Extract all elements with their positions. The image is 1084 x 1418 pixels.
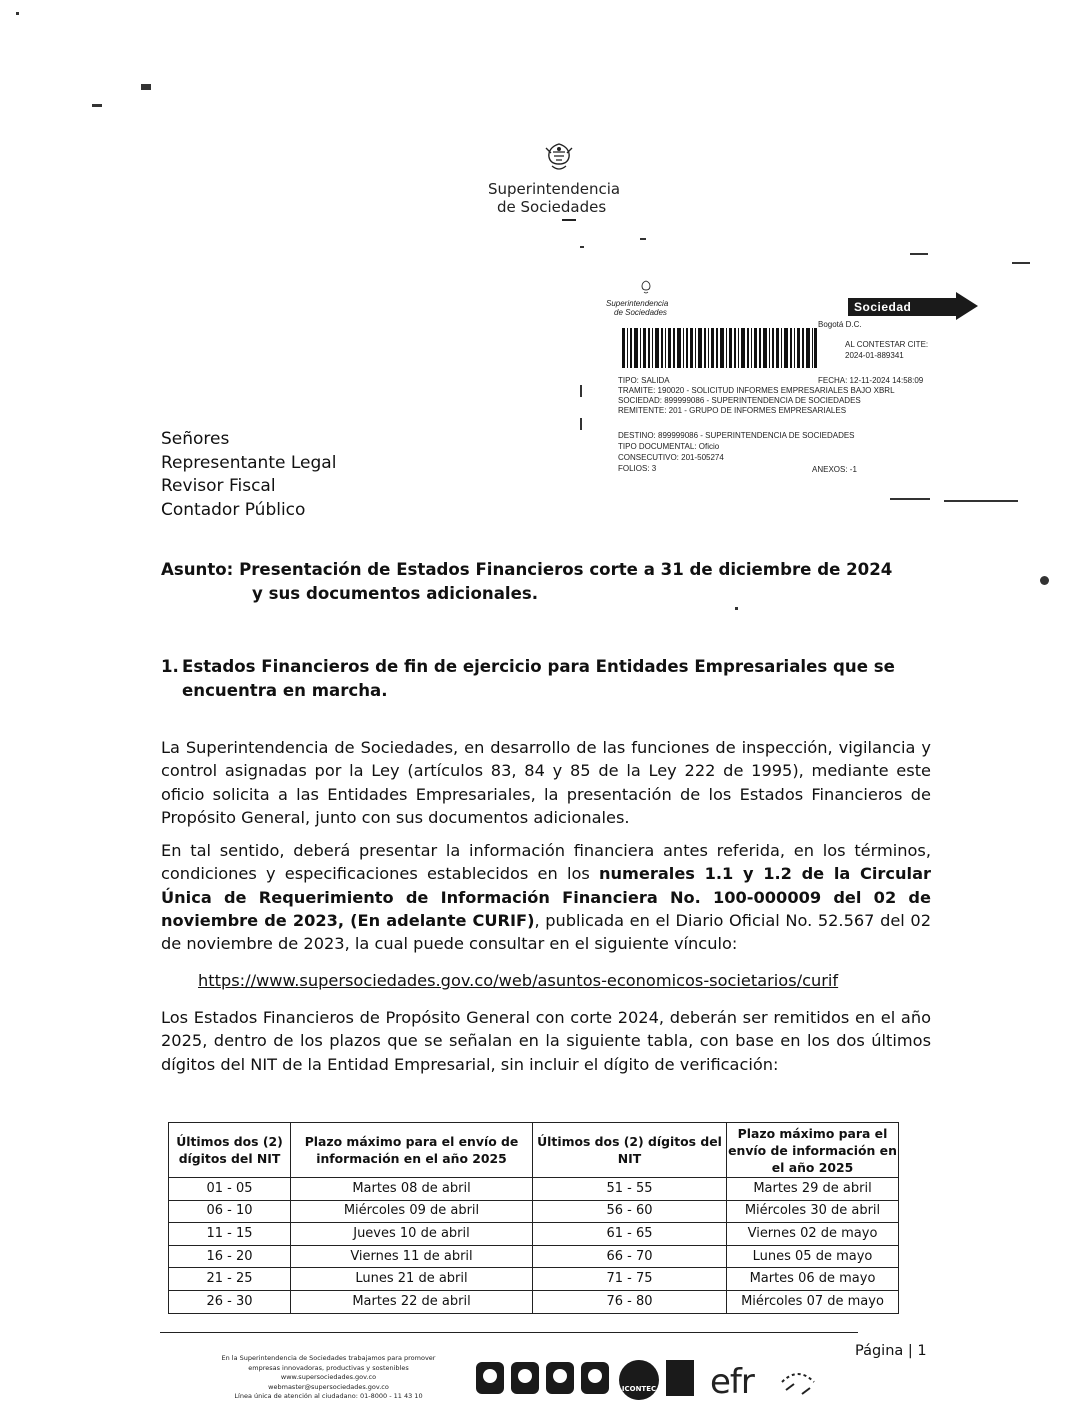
scan-speck [640, 238, 646, 240]
scan-speck [580, 385, 582, 397]
table-cell: Miércoles 30 de abril [727, 1200, 899, 1223]
table-cell: Miércoles 09 de abril [291, 1200, 533, 1223]
table-header-cell: Últimos dos (2) dígitos del NIT [169, 1123, 291, 1178]
stamp-tramite: TRAMITE: 190020 - SOLICITUD INFORMES EMPRESARIALES BAJO XBRL [618, 386, 895, 395]
footer-line: www.supersociedades.gov.co [280, 1373, 377, 1381]
table-cell: 56 - 60 [533, 1200, 727, 1223]
filing-stamp [600, 284, 985, 494]
stamp-fecha: FECHA: 12-11-2024 14:58:09 [818, 376, 924, 385]
table-cell: 01 - 05 [169, 1178, 291, 1201]
section-title-line2: encuentra en marcha. [182, 681, 388, 700]
deadline-table [168, 1122, 899, 1314]
recipient-line: Revisor Fiscal [161, 476, 276, 496]
table-cell: Miércoles 07 de mayo [727, 1290, 899, 1313]
scan-speck [944, 500, 1018, 502]
scan-speck [580, 418, 582, 430]
cite-label: AL CONTESTAR CITE: [845, 340, 929, 349]
table-cell: Martes 29 de abril [727, 1178, 899, 1201]
table-row [169, 1268, 899, 1291]
stamp-remitente: REMITENTE: 201 - GRUPO DE INFORMES EMPRESARIALES [618, 406, 847, 415]
footer-line: webmaster@supersociedades.gov.co [268, 1382, 389, 1391]
organization-name [488, 180, 620, 216]
page-number: Página | 1 [855, 1343, 927, 1359]
paragraph2-text-a: En tal sentido, deberá presentar la información financiera antes referida, en los términos, condiciones y especificaciones establecidos en los [161, 841, 931, 884]
table-row [169, 1200, 899, 1223]
footer-divider [160, 1332, 858, 1333]
footer-line: En la Superintendencia de Sociedades trabajamos para promover [221, 1354, 436, 1362]
stamp-sociedad: SOCIEDAD: 899999086 - SUPERINTENDENCIA DE SOCIEDADES [618, 396, 861, 405]
subject [161, 558, 941, 606]
table-cell: 61 - 65 [533, 1223, 727, 1246]
table-cell: Martes 06 de mayo [727, 1268, 899, 1291]
stamp-destino: DESTINO: 899999086 - SUPERINTENDENCIA DE SOCIEDADES [618, 431, 855, 440]
accessibility-icon [776, 1364, 820, 1400]
stamp-cite [845, 339, 928, 361]
coat-of-arms-icon [640, 280, 652, 294]
table-cell: Viernes 11 de abril [291, 1245, 533, 1268]
table-cell: 11 - 15 [169, 1223, 291, 1246]
table-header-cell: Últimos dos (2) dígitos del NIT [533, 1123, 727, 1178]
scan-speck [735, 607, 738, 610]
organization-name-line2: de Sociedades [497, 198, 607, 216]
organization-name-line1: Superintendencia [488, 180, 621, 198]
section-title-line1: Estados Financieros de fin de ejercicio para Entidades Empresariales que se [182, 657, 895, 676]
recipient-line: Señores [161, 429, 230, 449]
cite-number: 2024-01-889341 [845, 351, 904, 360]
paragraph2-bold: numerales 1.1 y 1.2 de la Circular Única de Requerimiento de Información Financiera No. 100-000009 del 02 de noviembre de 2023, (En adelante CURIF) [161, 864, 931, 930]
scan-speck [580, 246, 584, 248]
social-media-icon[interactable] [546, 1362, 574, 1394]
recipient-line: Representante Legal [161, 452, 337, 473]
table-cell: Lunes 21 de abril [291, 1268, 533, 1291]
table-cell: 71 - 75 [533, 1268, 727, 1291]
scan-speck [141, 84, 151, 90]
table-cell: 21 - 25 [169, 1268, 291, 1291]
table-row [169, 1223, 899, 1246]
curif-link[interactable]: https://www.supersociedades.gov.co/web/asuntos-economicos-societarios/curif [198, 971, 839, 990]
footer-contact-text [196, 1354, 461, 1402]
stamp-anexos: ANEXOS: -1 [812, 465, 857, 474]
stamp-tipo: TIPO: SALIDA [618, 376, 670, 385]
subject-line2: y sus documentos adicionales. [252, 584, 539, 603]
table-cell: 51 - 55 [533, 1178, 727, 1201]
scan-speck [1012, 262, 1030, 264]
icontec-certification-icon: ICONTEC [619, 1360, 659, 1400]
body-paragraph-3: Los Estados Financieros de Propósito General con corte 2024, deberán ser remitidos en el año 2025, dentro de los plazos que se señalan en la siguiente tabla, con base en los dos últimos dígitos del NIT de la Entidad Empresarial, sin incluir el dígito de verificación: [161, 1008, 931, 1074]
table-header-cell: Plazo máximo para el envío de información en el año 2025 [727, 1123, 899, 1178]
certification-badge-icon [666, 1360, 694, 1396]
stamp-tipo-documental: TIPO DOCUMENTAL: Oficio [618, 442, 720, 451]
social-media-icon[interactable] [476, 1362, 504, 1394]
arrow-right-icon [956, 292, 978, 320]
table-cell: Jueves 10 de abril [291, 1223, 533, 1246]
scan-speck [16, 12, 19, 15]
social-media-icon[interactable] [581, 1362, 609, 1394]
stamp-org-line1: Superintendencia [606, 299, 669, 308]
footer-certifications [476, 1362, 836, 1406]
footer-line: empresas innovadoras, productivas y sostenibles [248, 1363, 409, 1372]
table-header-cell: Plazo máximo para el envío de información en el año 2025 [291, 1123, 533, 1178]
stamp-org-line2: de Sociedades [614, 308, 667, 317]
table-cell: 16 - 20 [169, 1245, 291, 1268]
scan-speck [1040, 576, 1049, 585]
section-heading [161, 655, 941, 703]
table-cell: 06 - 10 [169, 1200, 291, 1223]
footer-line: Línea única de atención al ciudadano: 01-8000 - 11 43 10 [234, 1392, 423, 1400]
table-cell: Viernes 02 de mayo [727, 1223, 899, 1246]
table-header-row [169, 1123, 899, 1178]
section-number: 1. [161, 657, 179, 676]
barcode [622, 328, 817, 368]
table-row [169, 1178, 899, 1201]
recipient-line: Contador Público [161, 499, 306, 520]
table-cell: 66 - 70 [533, 1245, 727, 1268]
logo-underline [562, 219, 576, 221]
paragraph2-text-b: , publicada en el Diario Oficial No. 52.567 del 02 de noviembre de 2023, la cual puede consultar en el siguiente vínculo: [161, 910, 931, 954]
table-row [169, 1245, 899, 1268]
scan-speck [910, 253, 928, 255]
social-media-icon[interactable] [511, 1362, 539, 1394]
scan-speck [890, 498, 930, 500]
efr-logo: efr [710, 1362, 754, 1402]
table-cell: 76 - 80 [533, 1290, 727, 1313]
stamp-folios: FOLIOS: 3 [618, 464, 657, 473]
recipients-block [161, 428, 336, 522]
body-paragraph-1: La Superintendencia de Sociedades, en desarrollo de las funciones de inspección, vigilancia y control asignadas por la Ley (artículos 83, 84 y 85 de la Ley 222 de 1995), mediante este oficio solicita a las Entidades Empresariales, la presentación de los Estados Financieros de Propósito General, junto con sus documentos adicionales. [161, 738, 931, 827]
coat-of-arms-icon [542, 142, 576, 178]
salida-label: Sociedad SALIDA [848, 298, 962, 316]
stamp-city: Bogotá D.C. [818, 320, 862, 329]
stamp-consecutivo: CONSECUTIVO: 201-505274 [618, 453, 724, 462]
table-row [169, 1290, 899, 1313]
table-cell: Lunes 05 de mayo [727, 1245, 899, 1268]
table-cell: Martes 08 de abril [291, 1178, 533, 1201]
scan-speck [92, 104, 102, 107]
subject-line1: Asunto: Presentación de Estados Financieros corte a 31 de diciembre de 2024 [161, 560, 893, 579]
table-cell: 26 - 30 [169, 1290, 291, 1313]
table-cell: Martes 22 de abril [291, 1290, 533, 1313]
body-paragraph-2 [161, 839, 931, 955]
